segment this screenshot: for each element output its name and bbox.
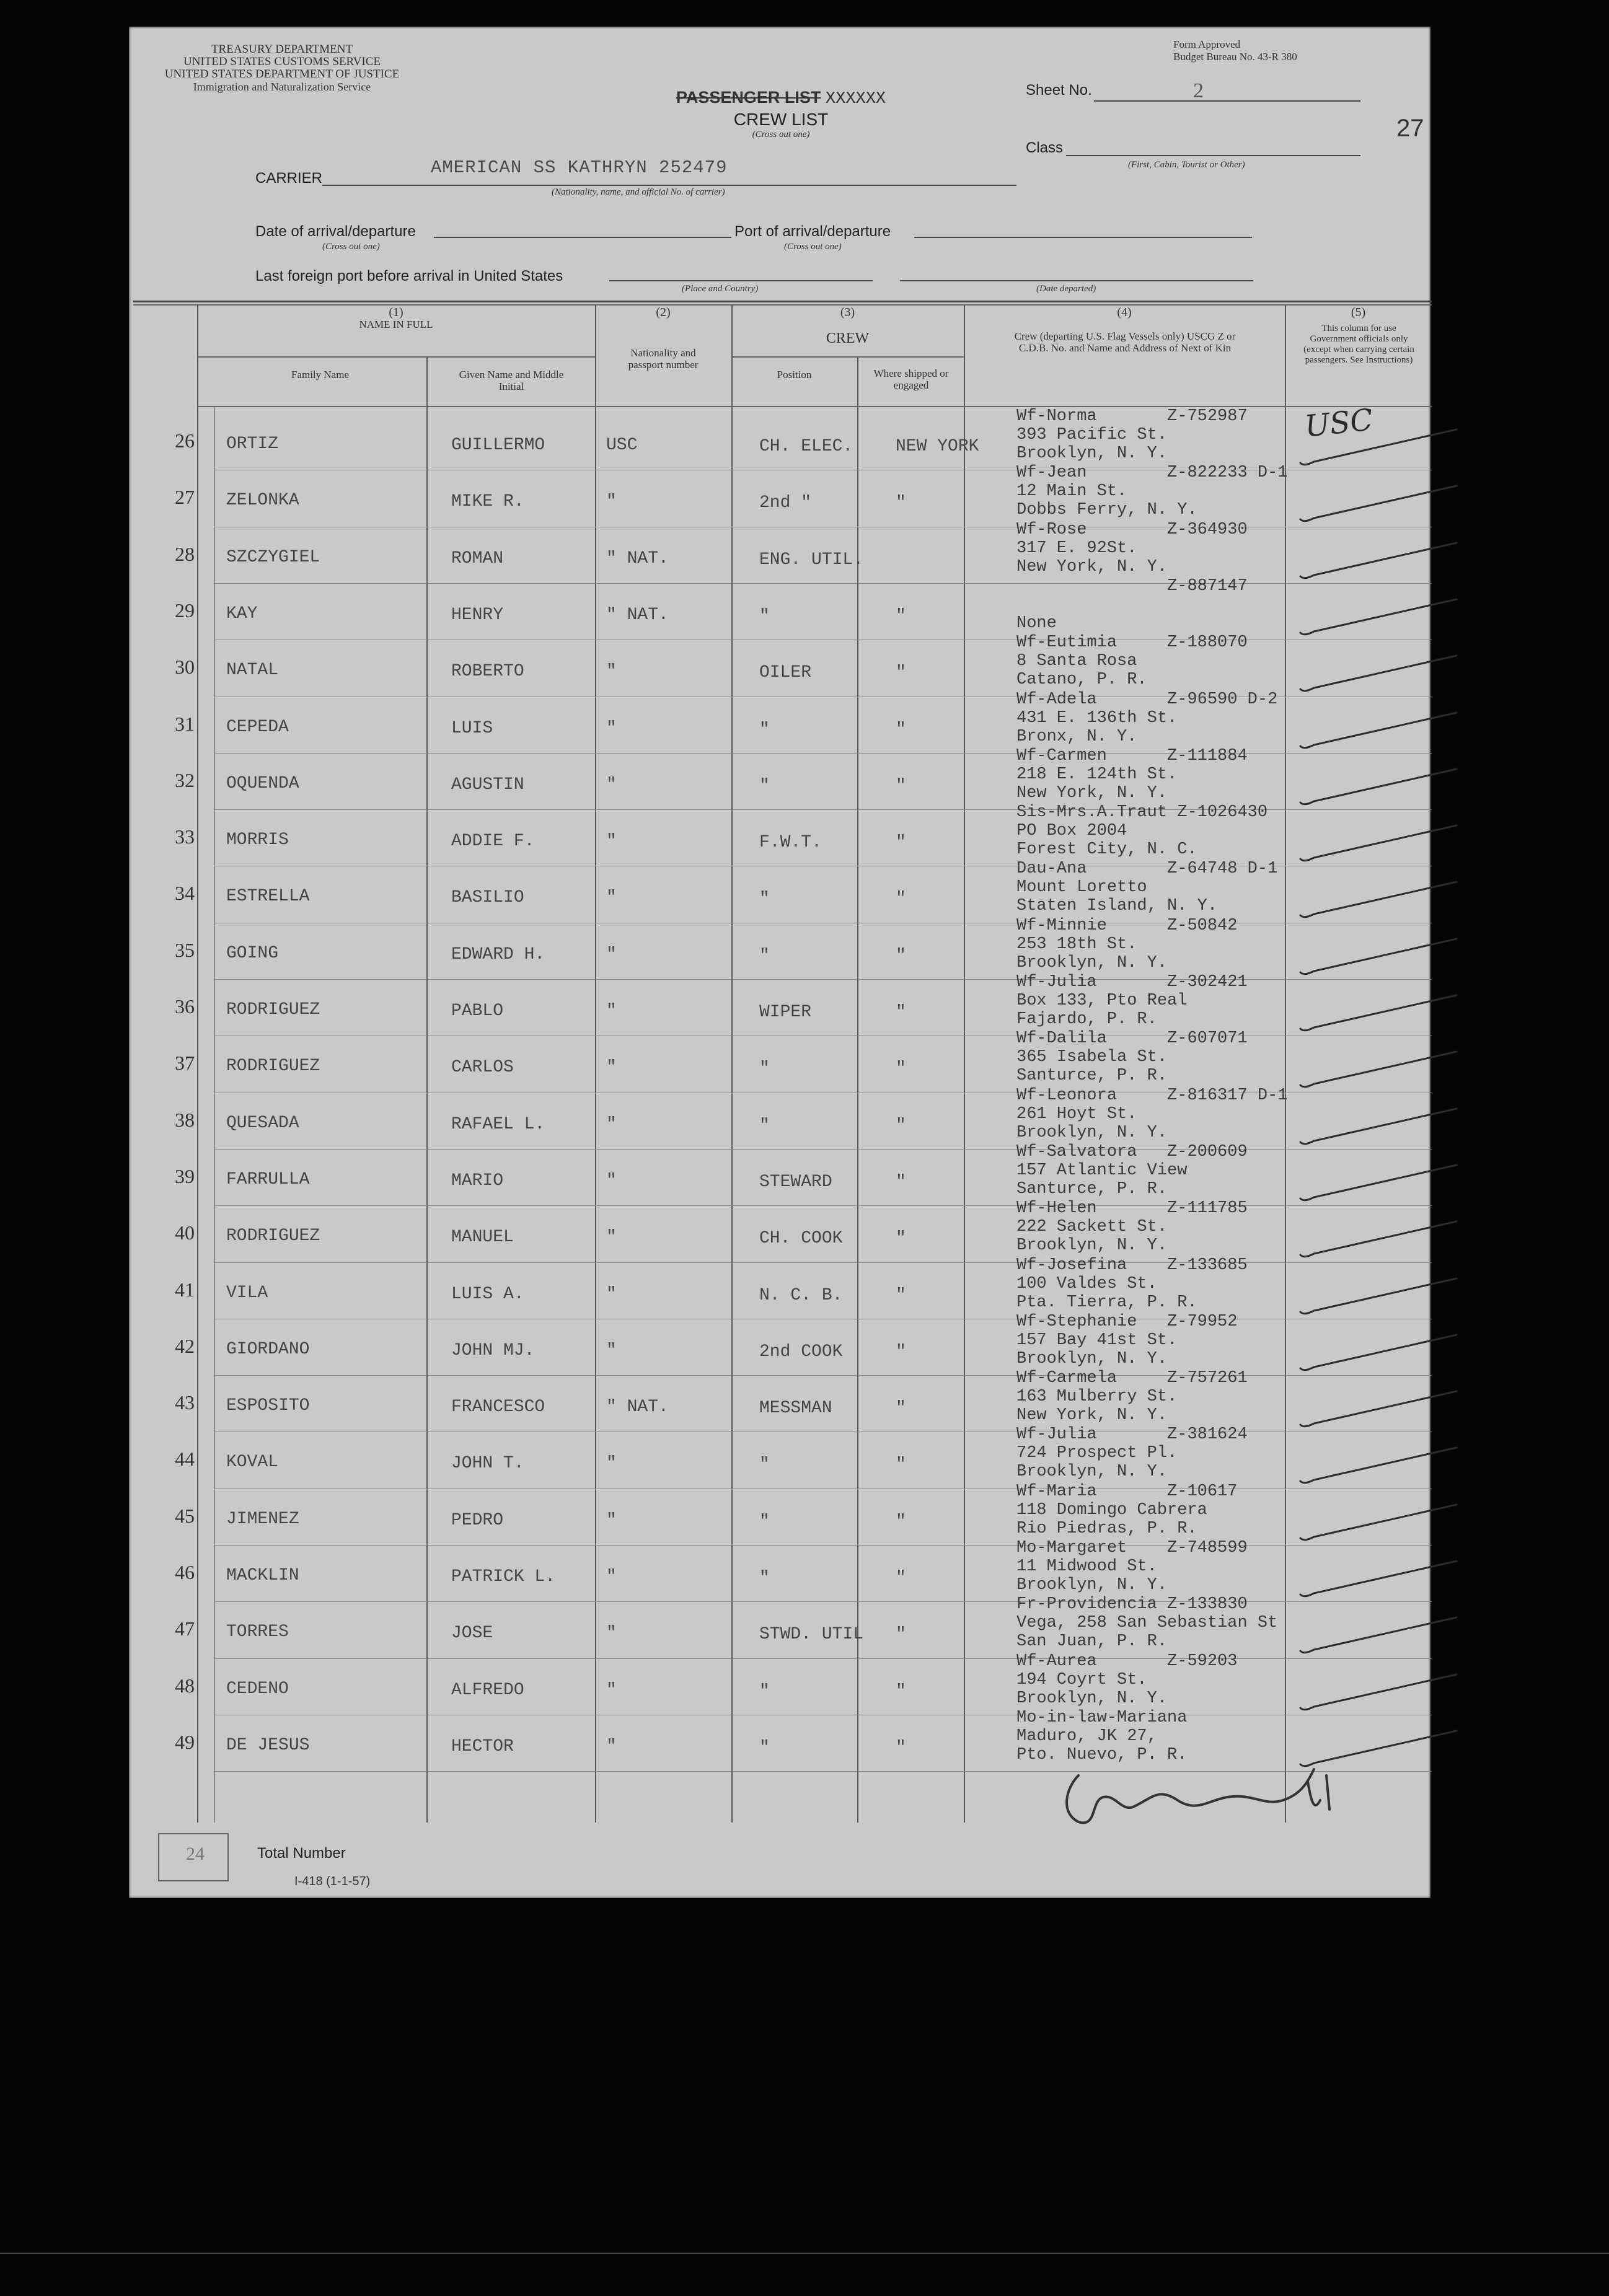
next-of-kin: Wf-Carmela Z-757261 163 Mulberry St. New York, N. Y. bbox=[1016, 1369, 1248, 1425]
position: CH. COOK bbox=[759, 1229, 843, 1249]
family-name: MORRIS bbox=[226, 830, 289, 850]
row-number: 35 bbox=[175, 938, 195, 961]
col3-num: (3) bbox=[840, 306, 855, 319]
row-divider bbox=[214, 1205, 1432, 1206]
given-name: PEDRO bbox=[451, 1510, 504, 1530]
given-name: ADDIE F. bbox=[451, 832, 535, 851]
col-divider bbox=[595, 304, 596, 1823]
where-shipped: " bbox=[896, 889, 906, 909]
nationality: " bbox=[606, 1510, 617, 1530]
position: " bbox=[759, 719, 770, 739]
col2-num: (2) bbox=[656, 306, 671, 319]
given-name: LUIS bbox=[451, 718, 493, 738]
next-of-kin: Wf-Julia Z-302421 Box 133, Pto Real Fajardo, P. R. bbox=[1016, 973, 1248, 1029]
family-name: GOING bbox=[226, 943, 279, 963]
nationality: " bbox=[606, 1114, 617, 1134]
official-check-mark bbox=[1295, 481, 1469, 530]
official-check-mark bbox=[1295, 594, 1469, 644]
col-divider bbox=[731, 304, 733, 1823]
official-check-mark bbox=[1295, 1330, 1469, 1379]
row-number: 37 bbox=[175, 1052, 195, 1075]
next-of-kin: Dau-Ana Z-64748 D-1 Mount Loretto Staten Island, N. Y. bbox=[1016, 860, 1278, 916]
col1-family-header: Family Name bbox=[291, 369, 349, 380]
place-underline bbox=[609, 280, 873, 281]
port-label: Port of arrival/departure bbox=[734, 223, 891, 240]
given-name: LUIS A. bbox=[451, 1284, 524, 1304]
family-name: ESTRELLA bbox=[226, 887, 310, 907]
nationality: " bbox=[606, 492, 617, 512]
where-shipped: " bbox=[896, 1568, 906, 1588]
where-shipped: " bbox=[896, 1738, 906, 1757]
next-of-kin: Wf-Salvatora Z-200609 157 Atlantic View Santurce, P. R. bbox=[1016, 1142, 1248, 1199]
row-number: 38 bbox=[175, 1108, 195, 1131]
row-number: 39 bbox=[175, 1164, 195, 1187]
list-title bbox=[645, 88, 917, 140]
header-sub-rule bbox=[197, 356, 595, 358]
col-divider bbox=[426, 356, 428, 1823]
col4-title: Crew (departing U.S. Flag Vessels only) USCG Z or C.D.B. No. and Name and Address of Next of Kin bbox=[1014, 330, 1236, 354]
carrier-underline bbox=[322, 185, 1016, 186]
row-number: 40 bbox=[175, 1221, 195, 1244]
next-of-kin: Wf-Norma Z-752987 393 Pacific St. Brooklyn, N. Y. bbox=[1016, 407, 1248, 463]
position: OILER bbox=[759, 663, 812, 683]
given-name: HECTOR bbox=[451, 1736, 514, 1756]
where-shipped: " bbox=[896, 1059, 906, 1079]
official-check-mark bbox=[1295, 1669, 1469, 1719]
official-check-mark bbox=[1295, 820, 1469, 870]
page-number: 27 bbox=[1396, 115, 1424, 142]
position: " bbox=[759, 1455, 770, 1475]
official-check-mark bbox=[1295, 1216, 1469, 1266]
given-name: JOHN MJ. bbox=[451, 1340, 535, 1360]
position: " bbox=[759, 1681, 770, 1701]
position: " bbox=[759, 1568, 770, 1588]
row-divider bbox=[214, 583, 1432, 584]
where-shipped: " bbox=[896, 1115, 906, 1135]
position: " bbox=[759, 1738, 770, 1757]
last-port-label: Last foreign port before arrival in United States bbox=[255, 268, 563, 284]
class-label: Class bbox=[1026, 139, 1064, 156]
official-check-mark bbox=[1295, 1612, 1469, 1662]
agency-line: Immigration and Naturalization Service bbox=[193, 81, 371, 93]
where-shipped: " bbox=[896, 719, 906, 739]
row-number: 33 bbox=[175, 825, 195, 848]
next-of-kin: Wf-Maria Z-10617 118 Domingo Cabrera Rio Piedras, P. R. bbox=[1016, 1482, 1238, 1538]
col4-num: (4) bbox=[1117, 306, 1132, 319]
nationality: " bbox=[606, 1340, 617, 1360]
next-of-kin: Wf-Dalila Z-607071 365 Isabela St. Santurce, P. R. bbox=[1016, 1029, 1248, 1086]
position: MESSMAN bbox=[759, 1399, 832, 1419]
where-shipped: " bbox=[896, 1455, 906, 1475]
official-check-mark bbox=[1295, 1104, 1469, 1153]
passenger-list-struck: PASSENGER LIST bbox=[676, 88, 821, 107]
position: STEWARD bbox=[759, 1172, 832, 1192]
cross-out-hint: (Cross out one) bbox=[752, 130, 810, 139]
where-shipped: " bbox=[896, 1172, 906, 1192]
given-name: PABLO bbox=[451, 1001, 504, 1021]
next-of-kin: Wf-Aurea Z-59203 194 Coyrt St. Brooklyn, N. Y. bbox=[1016, 1652, 1238, 1708]
agency-line: TREASURY DEPARTMENT bbox=[211, 43, 353, 56]
given-name: MIKE R. bbox=[451, 492, 524, 512]
given-name: PATRICK L. bbox=[451, 1567, 556, 1586]
position: ENG. UTIL. bbox=[759, 550, 864, 570]
next-of-kin: Wf-Julia Z-381624 724 Prospect Pl. Brooklyn, N. Y. bbox=[1016, 1425, 1248, 1482]
col1-given-header: Given Name and Middle Initial bbox=[459, 369, 564, 392]
position: " bbox=[759, 1115, 770, 1135]
arrival-label: Date of arrival/departure bbox=[255, 223, 416, 240]
nationality: " bbox=[606, 1454, 617, 1474]
row-number: 34 bbox=[175, 882, 195, 905]
given-name: EDWARD H. bbox=[451, 944, 545, 964]
family-name: RODRIGUEZ bbox=[226, 1057, 320, 1076]
next-of-kin: Mo-Margaret Z-748599 11 Midwood St. Brooklyn, N. Y. bbox=[1016, 1539, 1248, 1594]
sheet-value: 2 bbox=[1193, 79, 1204, 102]
row-number: 43 bbox=[175, 1391, 195, 1414]
where-shipped: " bbox=[896, 1229, 906, 1249]
where-shipped: " bbox=[896, 1399, 906, 1419]
where-shipped: NEW YORK bbox=[896, 437, 979, 456]
given-name: CARLOS bbox=[451, 1058, 514, 1078]
official-check-mark bbox=[1295, 1500, 1469, 1549]
nationality: " NAT. bbox=[606, 1397, 669, 1417]
usc-handwritten-mark: USC bbox=[1303, 402, 1375, 444]
sheet-label: Sheet No. bbox=[1026, 82, 1092, 99]
nationality: " bbox=[606, 1680, 617, 1700]
form-approved-line: Budget Bureau No. 43-R 380 bbox=[1173, 51, 1297, 63]
official-check-mark bbox=[1295, 1386, 1469, 1436]
family-name: FARRULLA bbox=[226, 1169, 310, 1189]
row-divider bbox=[214, 979, 1432, 980]
family-name: ESPOSITO bbox=[226, 1396, 310, 1416]
family-name: RODRIGUEZ bbox=[226, 1000, 320, 1019]
next-of-kin: Wf-Jean Z-822233 D-1 12 Main St. Dobbs Ferry, N. Y. bbox=[1016, 464, 1288, 520]
date-hint: (Date departed) bbox=[1036, 284, 1096, 294]
family-name: CEDENO bbox=[226, 1679, 289, 1699]
row-divider bbox=[214, 1262, 1432, 1263]
position: N. C. B. bbox=[759, 1285, 843, 1305]
next-of-kin: Wf-Rose Z-364930 317 E. 92St. New York, N. Y. bbox=[1016, 520, 1248, 576]
family-name: ZELONKA bbox=[226, 491, 299, 511]
col-divider bbox=[197, 304, 198, 1823]
position: " bbox=[759, 889, 770, 909]
where-shipped: " bbox=[896, 946, 906, 965]
col5-num: (5) bbox=[1351, 306, 1366, 319]
next-of-kin: Wf-Adela Z-96590 D-2 431 E. 136th St. Bronx, N. Y. bbox=[1016, 690, 1278, 746]
row-number: 27 bbox=[175, 486, 195, 509]
carrier-value: AMERICAN SS KATHRYN 252479 bbox=[431, 157, 728, 178]
row-number: 28 bbox=[175, 542, 195, 565]
position: 2nd COOK bbox=[759, 1342, 843, 1361]
given-name: HENRY bbox=[451, 605, 504, 625]
given-name: AGUSTIN bbox=[451, 775, 524, 794]
official-check-mark bbox=[1295, 538, 1469, 587]
where-shipped: " bbox=[896, 1511, 906, 1531]
form-approved bbox=[1173, 38, 1297, 63]
position: 2nd " bbox=[759, 493, 812, 513]
col3-shipped-header: Where shipped or engaged bbox=[873, 367, 949, 391]
col3-position-header: Position bbox=[777, 369, 812, 380]
where-shipped: " bbox=[896, 1625, 906, 1645]
row-divider bbox=[214, 1658, 1432, 1659]
official-check-mark bbox=[1295, 1047, 1469, 1096]
next-of-kin: Wf-Minnie Z-50842 253 18th St. Brooklyn, N. Y. bbox=[1016, 916, 1238, 972]
given-name: FRANCESCO bbox=[451, 1397, 545, 1417]
position: " bbox=[759, 606, 770, 626]
nationality: USC bbox=[606, 436, 638, 455]
position: F.W.T. bbox=[759, 833, 822, 853]
where-shipped: " bbox=[896, 1285, 906, 1305]
family-name: KOVAL bbox=[226, 1453, 279, 1472]
col-divider bbox=[964, 304, 965, 1823]
where-shipped: " bbox=[896, 1003, 906, 1022]
given-name: MARIO bbox=[451, 1171, 504, 1190]
next-of-kin: Z-887147 None bbox=[1016, 576, 1248, 633]
col1-header bbox=[197, 307, 595, 330]
given-name: BASILIO bbox=[451, 888, 524, 908]
nationality: " bbox=[606, 1284, 617, 1304]
nationality: " bbox=[606, 662, 617, 682]
given-name: MANUEL bbox=[451, 1228, 514, 1247]
row-number: 46 bbox=[175, 1561, 195, 1583]
form-number: I-418 (1-1-57) bbox=[294, 1875, 371, 1888]
agency-line: UNITED STATES DEPARTMENT OF JUSTICE bbox=[164, 68, 400, 81]
next-of-kin: Sis-Mrs.A.Traut Z-1026430 PO Box 2004 Forest City, N. C. bbox=[1016, 803, 1268, 860]
official-check-mark bbox=[1295, 1556, 1469, 1606]
row-number: 45 bbox=[175, 1504, 195, 1527]
agency-line: UNITED STATES CUSTOMS SERVICE bbox=[183, 55, 381, 68]
official-check-mark bbox=[1295, 1160, 1469, 1210]
family-name: RODRIGUEZ bbox=[226, 1226, 320, 1246]
form-approved-line: Form Approved bbox=[1173, 38, 1241, 50]
row-number: 31 bbox=[175, 712, 195, 735]
next-of-kin: Wf-Eutimia Z-188070 8 Santa Rosa Catano, P. R. bbox=[1016, 633, 1248, 690]
family-name: KAY bbox=[226, 604, 258, 623]
col-divider bbox=[857, 356, 858, 1823]
arrival-hint: (Cross out one) bbox=[322, 242, 380, 252]
given-name: GUILLERMO bbox=[451, 436, 545, 455]
official-check-mark bbox=[1295, 651, 1469, 700]
given-name: ROMAN bbox=[451, 548, 504, 568]
family-name: VILA bbox=[226, 1283, 268, 1303]
class-hint: (First, Cabin, Tourist or Other) bbox=[1128, 160, 1245, 170]
nationality: " bbox=[606, 1624, 617, 1643]
col1-num: (1) bbox=[389, 306, 403, 319]
position: CH. ELEC. bbox=[759, 437, 853, 456]
sheet-underline bbox=[1094, 100, 1360, 102]
next-of-kin: Wf-Carmen Z-111884 218 E. 124th St. New York, N. Y. bbox=[1016, 746, 1248, 803]
row-number: 42 bbox=[175, 1334, 195, 1357]
official-check-mark bbox=[1295, 877, 1469, 926]
nationality: " NAT. bbox=[606, 605, 669, 625]
where-shipped: " bbox=[896, 606, 906, 626]
nationality: " bbox=[606, 888, 617, 908]
official-check-mark bbox=[1295, 708, 1469, 757]
row-number: 36 bbox=[175, 995, 195, 1018]
row-number: 32 bbox=[175, 768, 195, 791]
passenger-list-x: XXXXXX bbox=[825, 90, 886, 108]
place-hint: (Place and Country) bbox=[682, 284, 759, 294]
row-divider bbox=[214, 1149, 1432, 1150]
nationality: " bbox=[606, 1171, 617, 1190]
family-name: NATAL bbox=[226, 661, 279, 680]
nationality: " bbox=[606, 944, 617, 964]
arrival-underline bbox=[434, 237, 731, 238]
row-number: 30 bbox=[175, 656, 195, 679]
official-check-mark bbox=[1295, 990, 1469, 1040]
nationality: " bbox=[606, 1001, 617, 1021]
nationality: " bbox=[606, 1228, 617, 1247]
where-shipped: " bbox=[896, 1681, 906, 1701]
position: " bbox=[759, 1059, 770, 1079]
agency-header bbox=[139, 43, 425, 93]
family-name: QUESADA bbox=[226, 1113, 299, 1133]
col-divider bbox=[214, 406, 215, 1823]
nationality: " bbox=[606, 775, 617, 794]
row-number: 26 bbox=[175, 429, 195, 452]
family-name: CEPEDA bbox=[226, 717, 289, 737]
row-number: 44 bbox=[175, 1448, 195, 1471]
nationality: " bbox=[606, 718, 617, 738]
family-name: ORTIZ bbox=[226, 434, 279, 454]
official-check-mark bbox=[1295, 1273, 1469, 1323]
family-name: SZCZYGIEL bbox=[226, 547, 320, 567]
col1-title: NAME IN FULL bbox=[359, 319, 433, 330]
nationality: " bbox=[606, 1058, 617, 1078]
family-name: GIORDANO bbox=[226, 1339, 310, 1359]
family-name: JIMENEZ bbox=[226, 1509, 299, 1529]
port-hint: (Cross out one) bbox=[784, 242, 842, 252]
family-name: DE JESUS bbox=[226, 1735, 310, 1755]
signature-mark bbox=[1054, 1763, 1351, 1831]
date-underline bbox=[900, 280, 1253, 281]
carrier-label: CARRIER bbox=[255, 170, 323, 187]
where-shipped: " bbox=[896, 776, 906, 796]
row-divider bbox=[214, 1375, 1432, 1376]
given-name: ALFREDO bbox=[451, 1680, 524, 1700]
position: STWD. UTIL bbox=[759, 1625, 864, 1645]
header-sub-rule bbox=[731, 356, 964, 358]
family-name: OQUENDA bbox=[226, 773, 299, 793]
crew-list-title: CREW LIST bbox=[733, 110, 829, 129]
row-number: 49 bbox=[175, 1730, 195, 1753]
nationality: " NAT. bbox=[606, 548, 669, 568]
total-label: Total Number bbox=[257, 1845, 346, 1862]
given-name: JOSE bbox=[451, 1624, 493, 1643]
where-shipped: " bbox=[896, 833, 906, 853]
row-divider bbox=[214, 753, 1432, 754]
next-of-kin: Mo-in-law-Mariana Maduro, JK 27, Pto. Nuevo, P. R. bbox=[1016, 1708, 1188, 1764]
given-name: JOHN T. bbox=[451, 1454, 524, 1474]
family-name: TORRES bbox=[226, 1622, 289, 1642]
given-name: RAFAEL L. bbox=[451, 1114, 545, 1134]
col-divider bbox=[1285, 304, 1286, 1823]
col2-title: Nationality and passport number bbox=[628, 347, 699, 371]
official-check-mark bbox=[1295, 934, 1469, 983]
official-check-mark bbox=[1295, 1443, 1469, 1492]
scan-edge-line bbox=[0, 2253, 1609, 2254]
class-underline bbox=[1066, 155, 1360, 156]
nationality: " bbox=[606, 1567, 617, 1586]
port-underline bbox=[914, 237, 1252, 238]
where-shipped: " bbox=[896, 493, 906, 513]
where-shipped: " bbox=[896, 1342, 906, 1361]
table-top-rule bbox=[133, 301, 1432, 302]
next-of-kin: Wf-Leonora Z-816317 D-1 261 Hoyt St. Brooklyn, N. Y. bbox=[1016, 1086, 1288, 1142]
col3-title: CREW bbox=[826, 330, 870, 346]
next-of-kin: Wf-Josefina Z-133685 100 Valdes St. Pta. Tierra, P. R. bbox=[1016, 1256, 1248, 1312]
position: " bbox=[759, 946, 770, 965]
where-shipped: " bbox=[896, 663, 906, 683]
position: " bbox=[759, 776, 770, 796]
col5-title: This column for use Government officials only (except when carrying certain passengers. See Instructions) bbox=[1303, 323, 1414, 365]
row-number: 29 bbox=[175, 599, 195, 622]
official-check-mark bbox=[1295, 764, 1469, 814]
row-number: 41 bbox=[175, 1278, 195, 1301]
row-number: 48 bbox=[175, 1674, 195, 1697]
next-of-kin: Fr-Providencia Z-133830 Vega, 258 San Sebastian St San Juan, P. R. bbox=[1016, 1595, 1278, 1652]
row-divider bbox=[214, 1545, 1432, 1546]
total-value: 24 bbox=[186, 1844, 205, 1864]
next-of-kin: Wf-Stephanie Z-79952 157 Bay 41st St. Brooklyn, N. Y. bbox=[1016, 1312, 1238, 1368]
table-top-rule-2 bbox=[133, 304, 1432, 306]
carrier-hint: (Nationality, name, and official No. of carrier) bbox=[552, 187, 725, 197]
position: WIPER bbox=[759, 1003, 812, 1022]
family-name: MACKLIN bbox=[226, 1566, 299, 1585]
given-name: ROBERTO bbox=[451, 662, 524, 682]
nationality: " bbox=[606, 1736, 617, 1756]
position: " bbox=[759, 1511, 770, 1531]
nationality: " bbox=[606, 832, 617, 851]
next-of-kin: Wf-Helen Z-111785 222 Sackett St. Brooklyn, N. Y. bbox=[1016, 1199, 1248, 1256]
row-number: 47 bbox=[175, 1617, 195, 1640]
